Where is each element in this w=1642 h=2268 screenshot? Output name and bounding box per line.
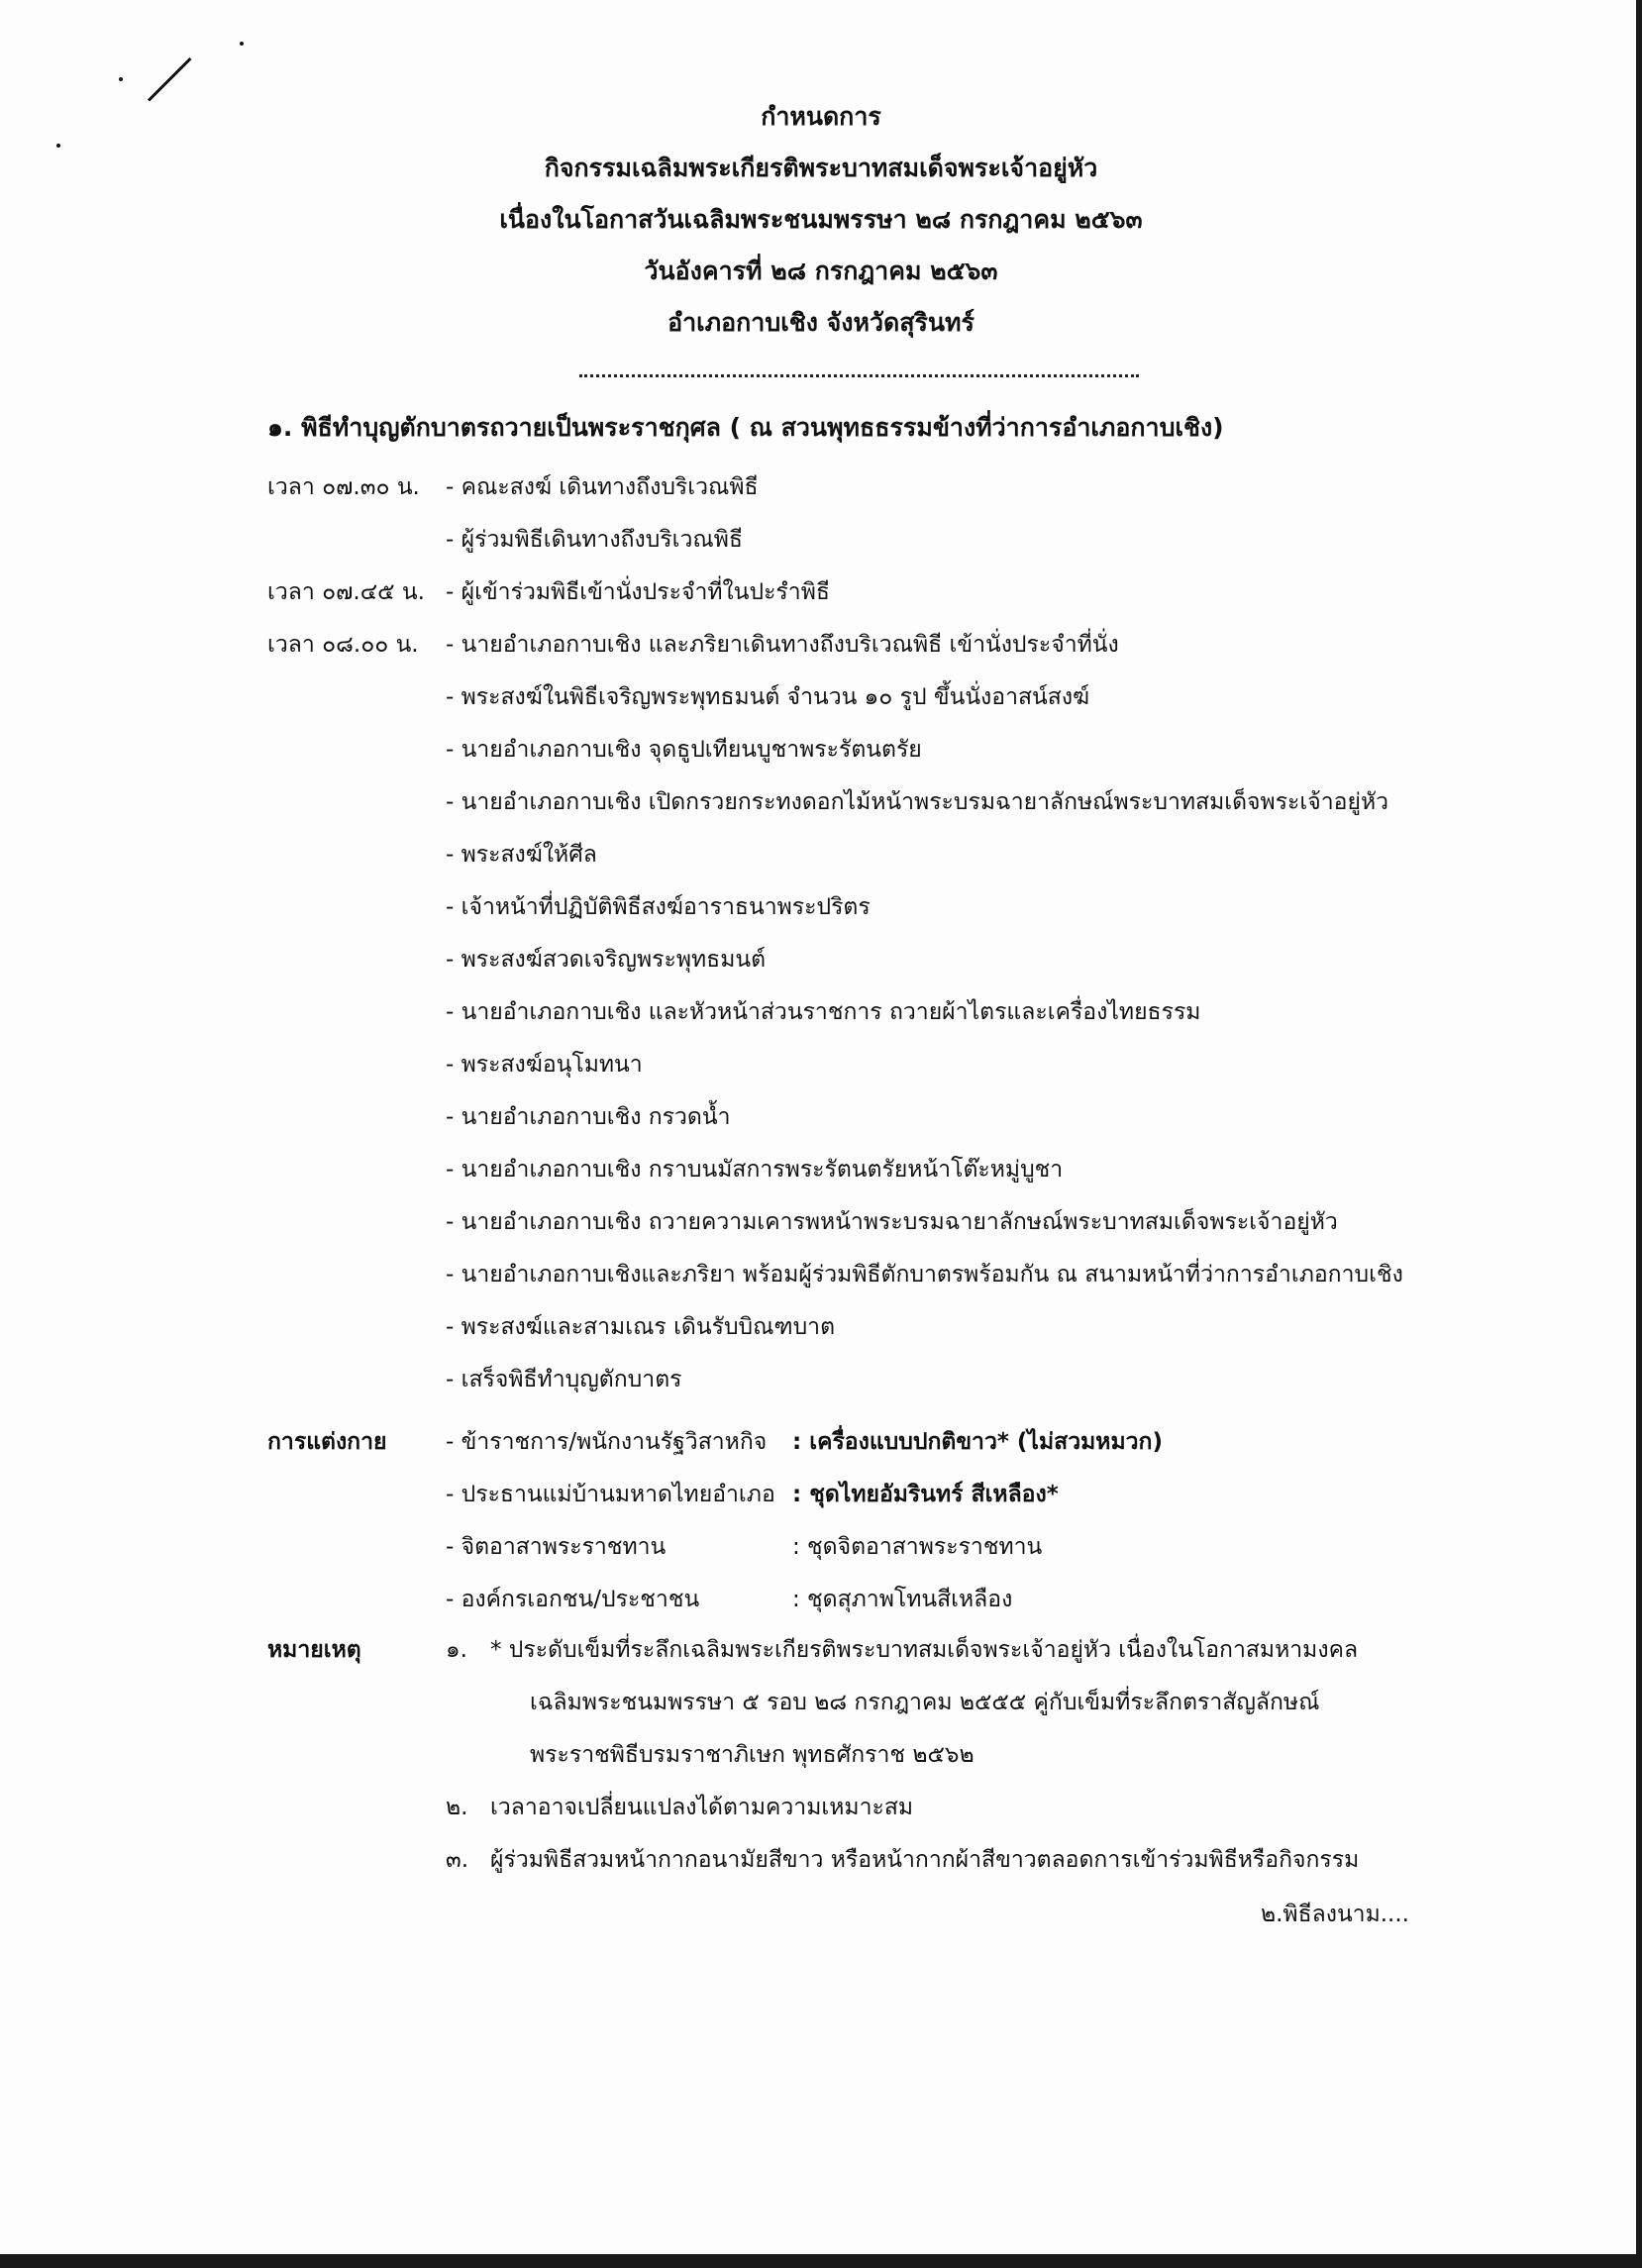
- note-row: [267, 1624, 1585, 1677]
- dress-what: : ชุดจิตอาสาพระราชทาน: [792, 1534, 1043, 1560]
- schedule-row: [267, 619, 1585, 671]
- dress-label: การแต่งกาย: [267, 1429, 387, 1455]
- schedule-desc: - นายอำเภอกาบเชิง และภริยาเดินทางถึงบริเวณพิธี เข้านั่งประจำที่นั่ง: [446, 632, 1119, 658]
- dress-who: - จิตอาสาพระราชทาน: [446, 1534, 667, 1560]
- schedule-desc: - นายอำเภอกาบเชิง กรวดน้ำ: [446, 1104, 731, 1130]
- note-row: [267, 1677, 1585, 1729]
- note-text: เวลาอาจเปลี่ยนแปลงได้ตามความเหมาะสม: [490, 1795, 914, 1820]
- schedule-row: [267, 514, 1585, 567]
- note-text: * ประดับเข็มที่ระลึกเฉลิมพระเกียรติพระบาทสมเด็จพระเจ้าอยู่หัว เนื่องในโอกาสมหามงคล: [490, 1637, 1359, 1663]
- notes-label: หมายเหตุ: [267, 1637, 361, 1663]
- dress-who: - องค์กรเอกชน/ประชาชน: [446, 1587, 700, 1612]
- schedule-row: [267, 829, 1585, 881]
- dress-code-section: [267, 1416, 1585, 1626]
- schedule-time: เวลา ๐๘.๐๐ น.: [267, 632, 419, 658]
- schedule-desc: - นายอำเภอกาบเชิง จุดธูปเทียนบูชาพระรัตนตรัย: [446, 737, 922, 763]
- dress-who: - ข้าราชการ/พนักงานรัฐวิสาหกิจ: [446, 1429, 768, 1455]
- dress-row: [267, 1416, 1585, 1469]
- schedule-desc: - เสร็จพิธีทำบุญตักบาตร: [446, 1367, 682, 1392]
- note-number: ๓.: [446, 1847, 469, 1873]
- schedule-row: [267, 1196, 1585, 1249]
- note-row: [267, 1834, 1585, 1887]
- schedule-row: [267, 776, 1585, 829]
- speck: [240, 42, 244, 46]
- schedule-desc: - พระสงฆ์และสามเณร เดินรับบิณฑบาต: [446, 1314, 836, 1340]
- document-header: [0, 91, 1642, 349]
- schedule-desc: - พระสงฆ์อนุโมทนา: [446, 1052, 643, 1078]
- schedule-desc: - พระสงฆ์ในพิธีเจริญพระพุทธมนต์ จำนวน ๑๐ รูป ขึ้นนั่งอาสน์สงฆ์: [446, 684, 1090, 710]
- schedule-row: [267, 724, 1585, 776]
- schedule-time: เวลา ๐๗.๓๐ น.: [267, 474, 420, 500]
- schedule-row: [267, 986, 1585, 1039]
- schedule-list: [267, 462, 1585, 1406]
- schedule-row: [267, 1039, 1585, 1091]
- schedule-desc: - เจ้าหน้าที่ปฏิบัติพิธีสงฆ์อาราธนาพระปริตร: [446, 894, 871, 920]
- dress-what: : เครื่องแบบปกติขาว* (ไม่สวมหมวก): [792, 1429, 1163, 1455]
- note-number: ๒.: [446, 1795, 468, 1820]
- schedule-row: [267, 567, 1585, 619]
- note-number: ๑.: [446, 1637, 467, 1663]
- note-text: พระราชพิธีบรมราชาภิเษก พุทธศักราช ๒๕๖๒: [530, 1742, 975, 1768]
- schedule-time: เวลา ๐๗.๔๕ น.: [267, 579, 425, 605]
- dress-row: [267, 1574, 1585, 1626]
- section-heading: ๑. พิธีทำบุญตักบาตรถวายเป็นพระราชกุศล ( ณ สวนพุทธธรรมข้างที่ว่าการอำเภอกาบเชิง): [267, 413, 1224, 442]
- schedule-desc: - นายอำเภอกาบเชิงและภริยา พร้อมผู้ร่วมพิธีตักบาตรพร้อมกัน ณ สนามหน้าที่ว่าการอำเภอกาบเชิง: [446, 1262, 1403, 1288]
- dress-what: : ชุดสุภาพโทนสีเหลือง: [792, 1587, 1013, 1612]
- schedule-desc: - นายอำเภอกาบเชิง ถวายความเคารพหน้าพระบรมฉายาลักษณ์พระบาทสมเด็จพระเจ้าอยู่หัว: [446, 1209, 1338, 1235]
- next-page-indicator: ๒.พิธีลงนาม....: [1260, 1902, 1409, 1927]
- header-subtitle: กิจกรรมเฉลิมพระเกียรติพระบาทสมเด็จพระเจ้าอยู่หัว: [544, 154, 1098, 182]
- schedule-row: [267, 881, 1585, 934]
- schedule-row: [267, 1354, 1585, 1406]
- note-text: ผู้ร่วมพิธีสวมหน้ากากอนามัยสีขาว หรือหน้ากากผ้าสีขาวตลอดการเข้าร่วมพิธีหรือกิจกรรม: [490, 1847, 1360, 1873]
- dress-row: [267, 1469, 1585, 1521]
- schedule-row: [267, 462, 1585, 514]
- schedule-row: [267, 1249, 1585, 1301]
- schedule-row: [267, 1144, 1585, 1196]
- schedule-desc: - พระสงฆ์ให้ศีล: [446, 842, 597, 868]
- dress-row: [267, 1521, 1585, 1574]
- speck: [119, 77, 123, 81]
- schedule-desc: - ผู้เข้าร่วมพิธีเข้านั่งประจำที่ในปะรำพิธี: [446, 579, 830, 605]
- notes-section: [267, 1624, 1585, 1887]
- dress-what: : ชุดไทยอัมรินทร์ สีเหลือง*: [792, 1482, 1059, 1507]
- note-text: เฉลิมพระชนมพรรษา ๕ รอบ ๒๘ กรกฎาคม ๒๕๕๕ คู่กับเข็มที่ระลึกตราสัญลักษณ์: [530, 1690, 1320, 1715]
- schedule-desc: - คณะสงฆ์ เดินทางถึงบริเวณพิธี: [446, 474, 759, 500]
- schedule-desc: - นายอำเภอกาบเชิง เปิดกรวยกระทงดอกไม้หน้าพระบรมฉายาลักษณ์พระบาทสมเด็จพระเจ้าอยู่หัว: [446, 789, 1389, 815]
- note-row: [267, 1729, 1585, 1782]
- schedule-desc: - นายอำเภอกาบเชิง กราบนมัสการพระรัตนตรัยหน้าโต๊ะหมู่บูชา: [446, 1157, 1064, 1183]
- schedule-desc: - พระสงฆ์สวดเจริญพระพุทธมนต์: [446, 947, 767, 973]
- header-title: กำหนดการ: [761, 102, 881, 131]
- schedule-row: [267, 1301, 1585, 1354]
- schedule-row: [267, 934, 1585, 986]
- header-date: วันอังคารที่ ๒๘ กรกฎาคม ๒๕๖๓: [644, 257, 998, 285]
- dotted-divider: [579, 374, 1139, 377]
- scan-edge-bottom: [0, 2254, 1642, 2268]
- schedule-row: [267, 671, 1585, 724]
- schedule-row: [267, 1091, 1585, 1144]
- schedule-desc: - นายอำเภอกาบเชิง และหัวหน้าส่วนราชการ ถวายผ้าไตรและเครื่องไทยธรรม: [446, 999, 1201, 1025]
- note-row: [267, 1782, 1585, 1834]
- header-location: อำเภอกาบเชิง จังหวัดสุรินทร์: [667, 308, 975, 337]
- header-occasion: เนื่องในโอกาสวันเฉลิมพระชนมพรรษา ๒๘ กรกฎาคม ๒๕๖๓: [499, 205, 1143, 234]
- schedule-desc: - ผู้ร่วมพิธีเดินทางถึงบริเวณพิธี: [446, 527, 743, 553]
- dress-who: - ประธานแม่บ้านมหาดไทยอำเภอ: [446, 1482, 775, 1507]
